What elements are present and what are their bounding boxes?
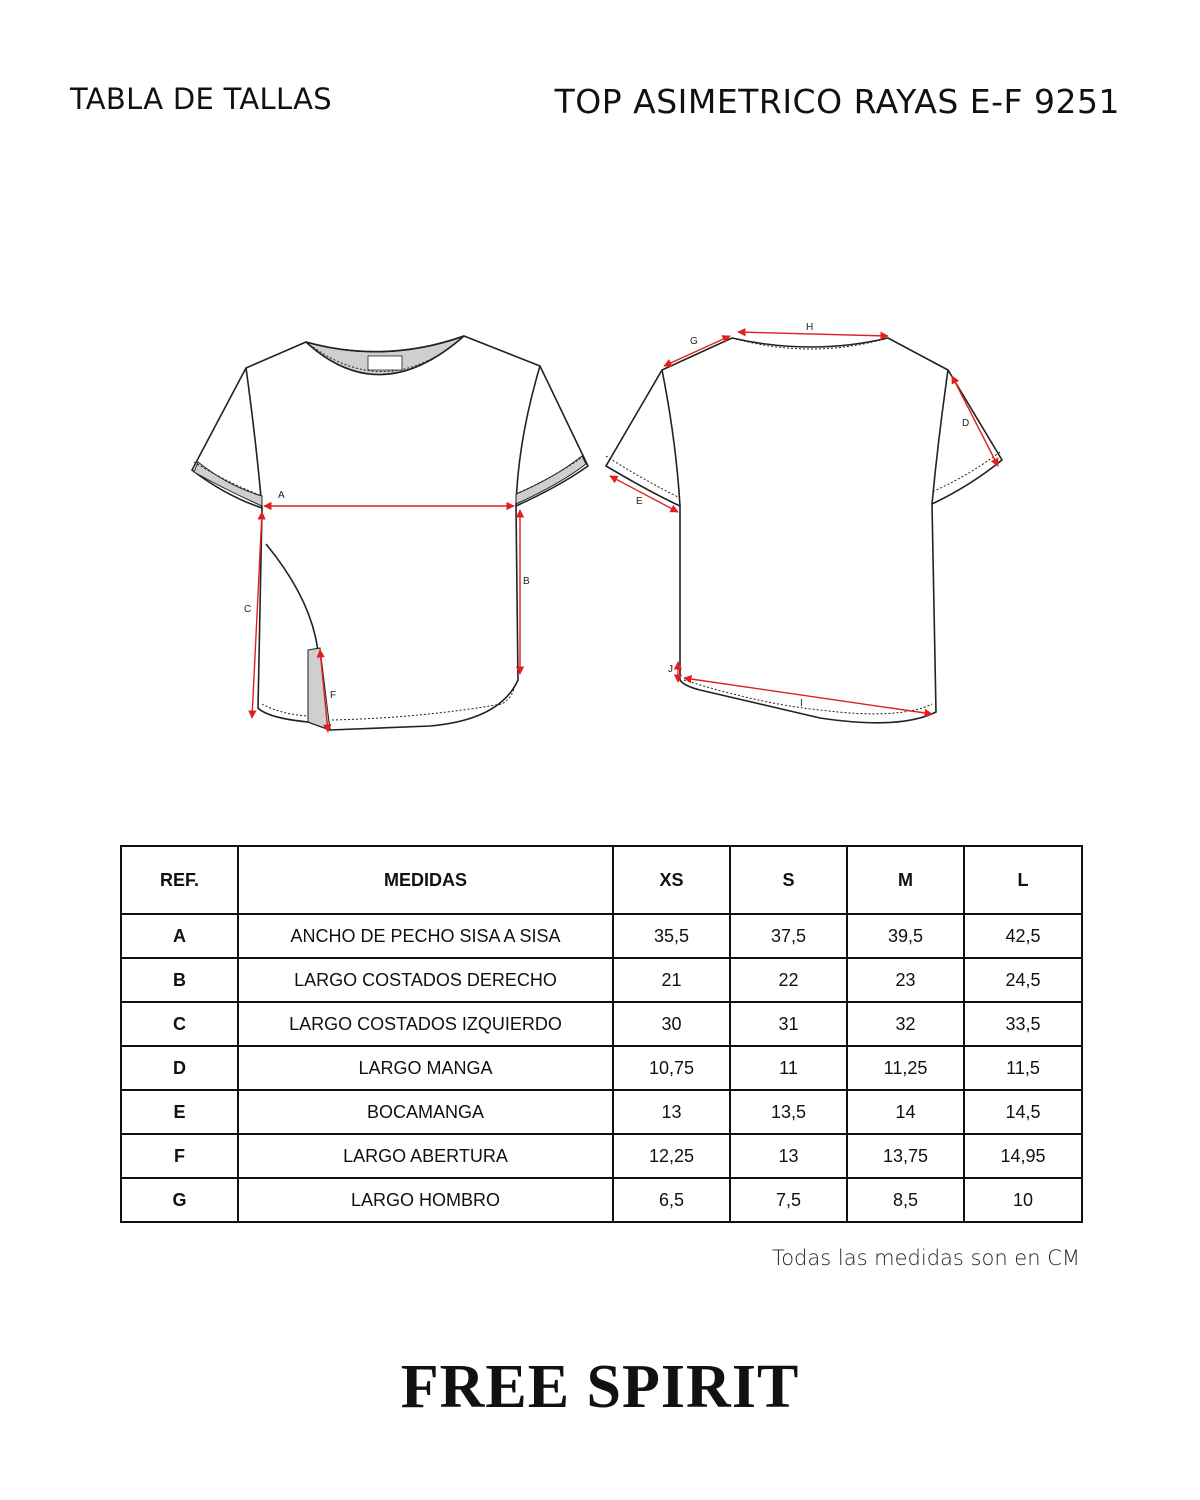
garment-diagram (0, 300, 1200, 760)
cell-xs: 35,5 (613, 914, 730, 958)
front-label-b: B (523, 576, 530, 587)
cell-l: 14,5 (964, 1090, 1082, 1134)
header-medidas: MEDIDAS (238, 846, 613, 914)
cell-xs: 12,25 (613, 1134, 730, 1178)
cell-xs: 21 (613, 958, 730, 1002)
header-s: S (730, 846, 847, 914)
header-ref: REF. (121, 846, 238, 914)
table-row (121, 1046, 1082, 1090)
cell-l: 33,5 (964, 1002, 1082, 1046)
back-label-j: J (668, 664, 673, 675)
cell-xs: 6,5 (613, 1178, 730, 1222)
cell-ref: C (121, 1002, 238, 1046)
back-label-g: G (690, 336, 698, 347)
cell-medida: LARGO ABERTURA (238, 1134, 613, 1178)
front-label-a: A (278, 490, 285, 501)
cell-m: 11,25 (847, 1046, 964, 1090)
cell-medida: BOCAMANGA (238, 1090, 613, 1134)
table-header-row (121, 846, 1082, 914)
front-label-f: F (330, 690, 337, 701)
cell-l: 14,95 (964, 1134, 1082, 1178)
cell-medida: LARGO HOMBRO (238, 1178, 613, 1222)
front-label-c: C (244, 604, 252, 615)
cell-ref: G (121, 1178, 238, 1222)
cell-l: 10 (964, 1178, 1082, 1222)
cell-ref: B (121, 958, 238, 1002)
cell-l: 24,5 (964, 958, 1082, 1002)
back-label-h: H (806, 322, 814, 333)
header-m: M (847, 846, 964, 914)
back-label-e: E (636, 496, 643, 507)
cell-medida: ANCHO DE PECHO SISA A SISA (238, 914, 613, 958)
cell-m: 23 (847, 958, 964, 1002)
cell-m: 32 (847, 1002, 964, 1046)
brand-logo: FREE SPIRIT (400, 1353, 800, 1421)
cell-ref: A (121, 914, 238, 958)
header-l: L (964, 846, 1082, 914)
cell-medida: LARGO COSTADOS DERECHO (238, 958, 613, 1002)
back-tshirt-drawing (606, 338, 1002, 723)
cell-s: 13 (730, 1134, 847, 1178)
back-measure-lines (610, 332, 998, 714)
table-row (121, 1134, 1082, 1178)
cell-l: 42,5 (964, 914, 1082, 958)
cell-s: 13,5 (730, 1090, 847, 1134)
cell-medida: LARGO COSTADOS IZQUIERDO (238, 1002, 613, 1046)
size-table (120, 845, 1083, 1223)
cell-s: 22 (730, 958, 847, 1002)
cell-s: 31 (730, 1002, 847, 1046)
cell-xs: 13 (613, 1090, 730, 1134)
cell-medida: LARGO MANGA (238, 1046, 613, 1090)
units-note: Todas las medidas son en CM (771, 1246, 1080, 1270)
cell-s: 11 (730, 1046, 847, 1090)
table-row (121, 1002, 1082, 1046)
cell-m: 14 (847, 1090, 964, 1134)
header-xs: XS (613, 846, 730, 914)
cell-m: 13,75 (847, 1134, 964, 1178)
front-measure-lines (252, 506, 520, 732)
cell-ref: F (121, 1134, 238, 1178)
table-row (121, 958, 1082, 1002)
cell-m: 8,5 (847, 1178, 964, 1222)
cell-m: 39,5 (847, 914, 964, 958)
cell-ref: D (121, 1046, 238, 1090)
cell-ref: E (121, 1090, 238, 1134)
product-title: TOP ASIMETRICO RAYAS E-F 9251 (554, 82, 1120, 121)
front-tshirt-drawing (192, 336, 588, 730)
back-label-d: D (962, 418, 970, 429)
table-row (121, 914, 1082, 958)
table-row (121, 1178, 1082, 1222)
cell-s: 7,5 (730, 1178, 847, 1222)
back-label-i: I (800, 698, 803, 709)
cell-xs: 10,75 (613, 1046, 730, 1090)
table-row (121, 1090, 1082, 1134)
cell-l: 11,5 (964, 1046, 1082, 1090)
cell-xs: 30 (613, 1002, 730, 1046)
page-title-left: TABLA DE TALLAS (70, 82, 332, 116)
cell-s: 37,5 (730, 914, 847, 958)
